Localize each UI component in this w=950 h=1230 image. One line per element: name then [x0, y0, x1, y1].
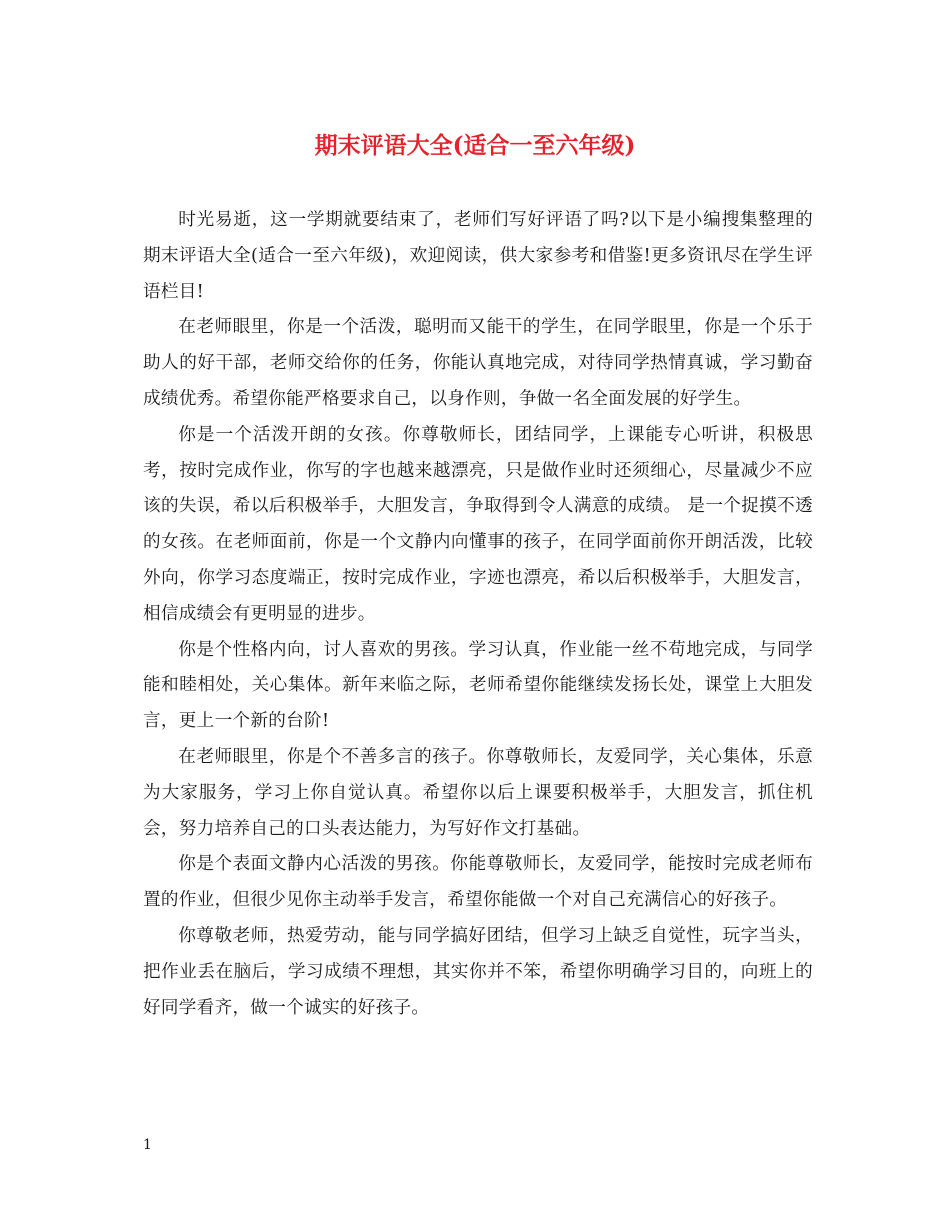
- paragraph-comment-5: 你是个表面文静内心活泼的男孩。你能尊敬师长，友爱同学，能按时完成老师布置的作业，但很少见你主动举手发言，希望你能做一个对自己充满信心的好孩子。: [143, 854, 813, 911]
- document-body: [143, 203, 813, 1026]
- paragraph-comment-3: 你是个性格内向，讨人喜欢的男孩。学习认真，作业能一丝不苟地完成，与同学能和睦相处，关心集体。新年来临之际，老师希望你能继续发扬长处，课堂上大胆发言，更上一个新的台阶!: [143, 639, 813, 732]
- paragraph-comment-4: 在老师眼里，你是个不善多言的孩子。你尊敬师长，友爱同学，关心集体，乐意为大家服务，学习上你自觉认真。希望你以后上课要积极举手，大胆发言，抓住机会，努力培养自己的口头表达能力，为写好作文打基础。: [143, 746, 813, 839]
- page-number: 1: [143, 1137, 152, 1153]
- paragraph-comment-2: 你是一个活泼开朗的女孩。你尊敬师长，团结同学，上课能专心听讲，积极思考，按时完成作业，你写的字也越来越漂亮，只是做作业时还须细心，尽量减少不应该的失误，希以后积极举手，大胆发言，争取得到令人满意的成绩。 是一个捉摸不透的女孩。在老师面前，你是一个文静内向懂事的孩子，在同学面前你开朗活泼，比较外向，你学习态度端正，按时完成作业，字迹也漂亮，希以后积极举手，大胆发言，相信成绩会有更明显的进步。: [143, 424, 813, 624]
- paragraph-comment-6: 你尊敬老师，热爱劳动，能与同学搞好团结，但学习上缺乏自觉性，玩字当头，把作业丢在脑后，学习成绩不理想，其实你并不笨，希望你明确学习目的，向班上的好同学看齐，做一个诚实的好孩子。: [143, 925, 813, 1018]
- paragraph-intro: 时光易逝，这一学期就要结束了，老师们写好评语了吗?以下是小编搜集整理的期末评语大全(适合一至六年级)，欢迎阅读，供大家参考和借鉴!更多资讯尽在学生评语栏目!: [143, 210, 813, 302]
- paragraph-comment-1: 在老师眼里，你是一个活泼，聪明而又能干的学生，在同学眼里，你是一个乐于助人的好干部，老师交给你的任务，你能认真地完成，对待同学热情真诚，学习勤奋成绩优秀。希望你能严格要求自己，以身作则，争做一名全面发展的好学生。: [143, 317, 813, 409]
- document-title: 期末评语大全(适合一至六年级): [314, 132, 636, 159]
